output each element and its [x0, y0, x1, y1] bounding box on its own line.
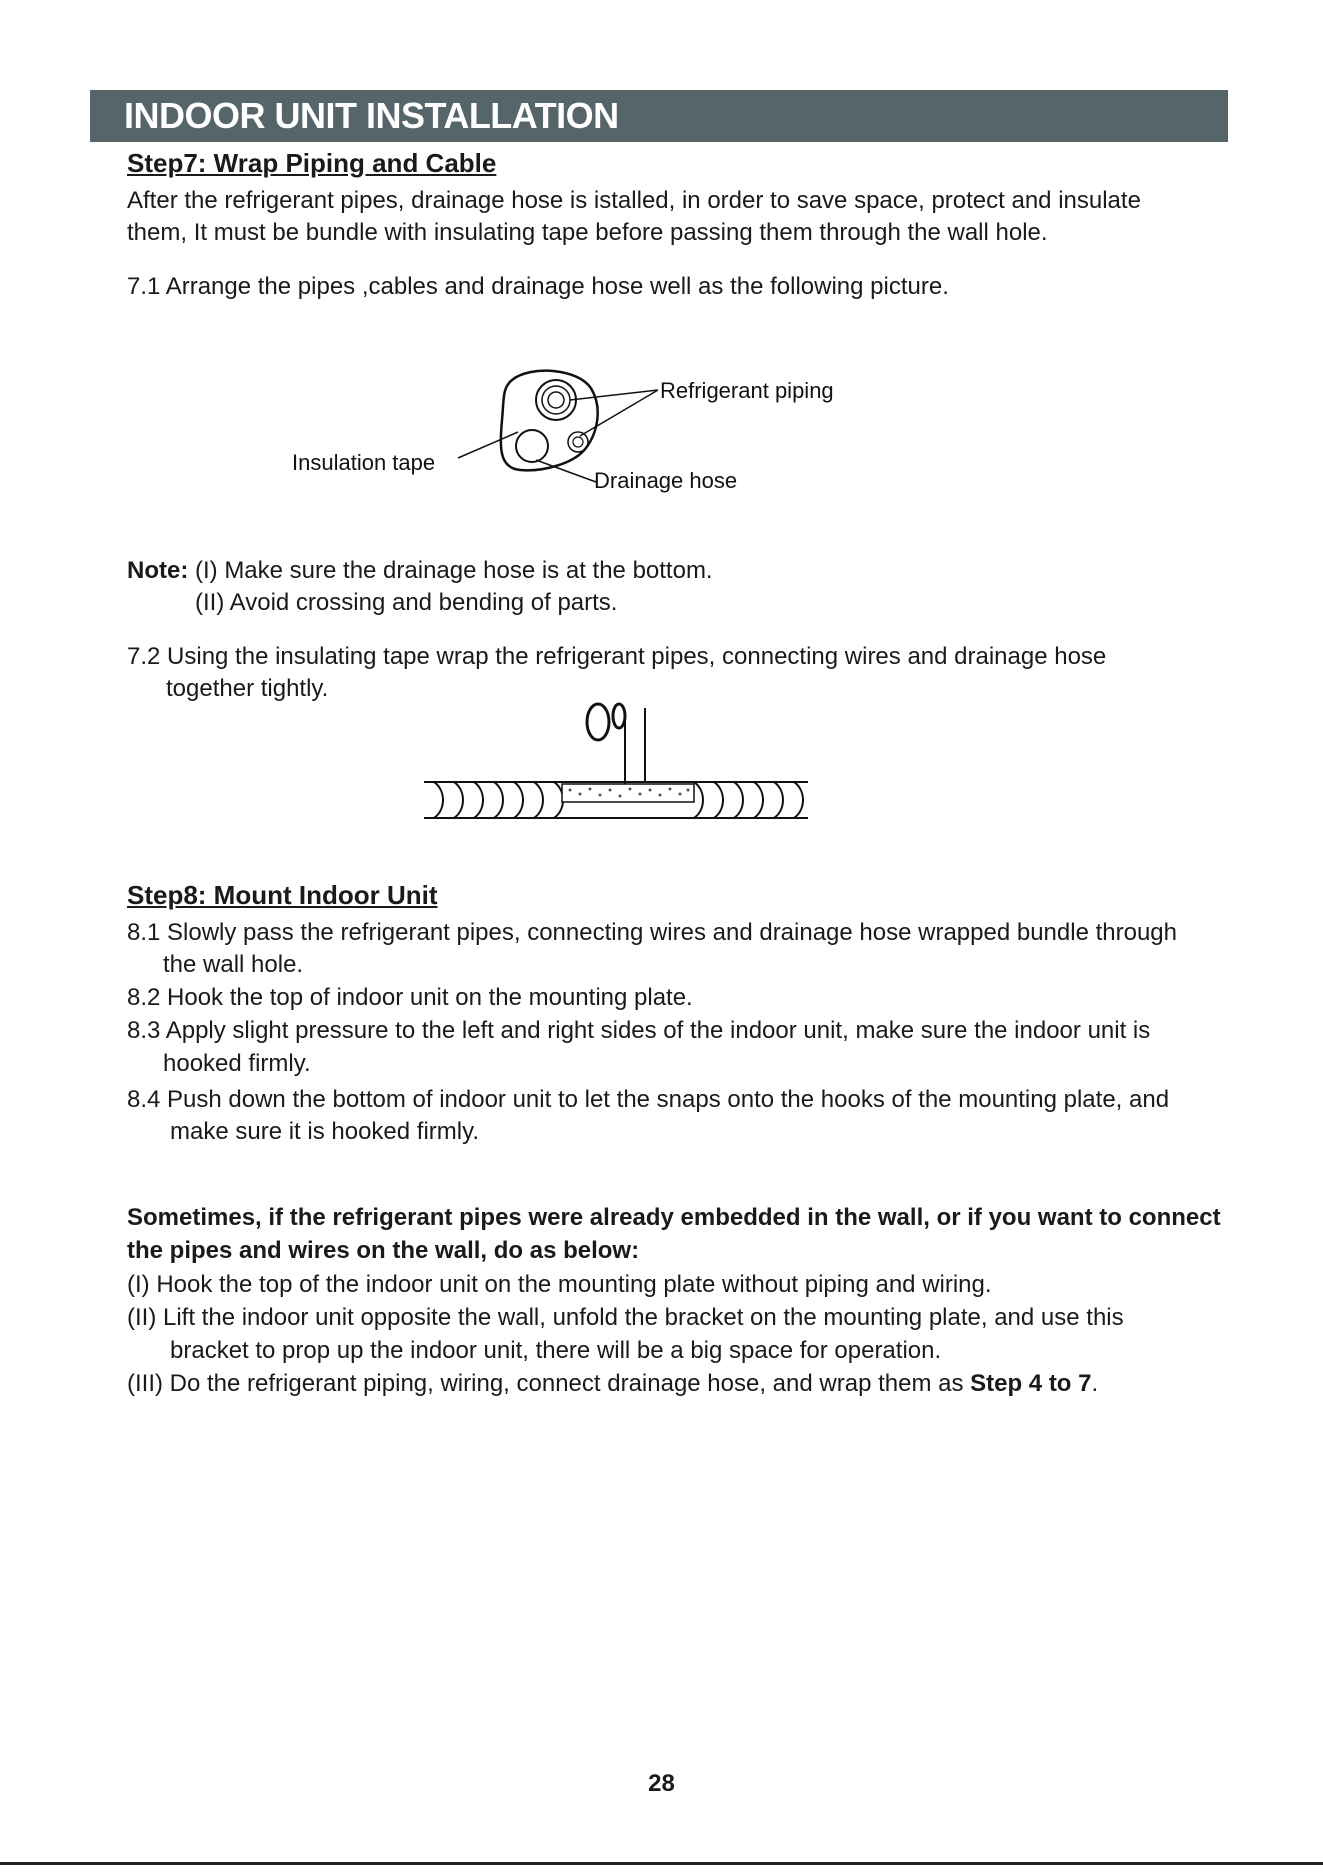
bottom-border	[0, 1862, 1323, 1865]
label-drainage-hose: Drainage hose	[594, 468, 738, 493]
step7-item-7-2-line2: together tightly.	[166, 675, 329, 702]
step7-item-7-1: 7.1 Arrange the pipes ,cables and drainage hose well as the following picture.	[127, 273, 949, 300]
insulation-tape-outline	[501, 371, 598, 471]
step8-item-8-1-line1: 8.1 Slowly pass the refrigerant pipes, connecting wires and drainage hose wrapped bundle through	[127, 919, 1177, 946]
bundle-cross-section-figure	[280, 360, 880, 500]
step8-item-8-3-line2: hooked firmly.	[163, 1050, 311, 1077]
step8-item-8-2: 8.2 Hook the top of indoor unit on the mounting plate.	[127, 984, 693, 1011]
step8-item-8-1-line2: the wall hole.	[163, 951, 304, 978]
exposed-insulation	[562, 784, 694, 802]
sometimes-line1: Sometimes, if the refrigerant pipes were already embedded in the wall, or if you want to connect	[127, 1204, 1221, 1231]
item-iii-period: .	[1091, 1370, 1099, 1397]
item-iii-step-ref: Step 4 to 7	[970, 1370, 1092, 1397]
tape-wrapping-figure	[420, 690, 820, 825]
step7-item-7-2-line1: 7.2 Using the insulating tape wrap the refrigerant pipes, connecting wires and drainage hose	[127, 643, 1107, 670]
sometimes-line2: the pipes and wires on the wall, do as below:	[127, 1237, 640, 1264]
note-line2: (II) Avoid crossing and bending of parts.	[195, 589, 618, 616]
note-label: Note:	[127, 557, 189, 584]
item-iii-text: (III) Do the refrigerant piping, wiring, connect drainage hose, and wrap them as	[127, 1370, 971, 1397]
label-insulation-tape: Insulation tape	[292, 450, 436, 475]
step8-heading: Step8: Mount Indoor Unit	[127, 880, 438, 910]
label-refrigerant-piping: Refrigerant piping	[660, 378, 834, 403]
leader-line	[458, 432, 518, 458]
sometimes-item-iii	[127, 1369, 1098, 1399]
tape-roll	[587, 704, 609, 740]
step7-intro-line2: them, It must be bundle with insulating tape before passing them through the wall hole.	[127, 219, 1048, 246]
tape-coils-left	[434, 782, 563, 818]
tape-coils-right	[694, 782, 803, 818]
page-number: 28	[648, 1770, 675, 1797]
refrigerant-pipe-small	[568, 432, 588, 452]
drainage-hose-circle	[516, 430, 548, 462]
step8-item-8-3-line1: 8.3 Apply slight pressure to the left and right sides of the indoor unit, make sure the indoor unit is	[127, 1017, 1151, 1044]
step8-item-8-4-line1: 8.4 Push down the bottom of indoor unit to let the snaps onto the hooks of the mounting plate, and	[127, 1086, 1170, 1113]
sometimes-item-i: (I) Hook the top of the indoor unit on the mounting plate without piping and wiring.	[127, 1271, 992, 1298]
step7-intro-line1: After the refrigerant pipes, drainage hose is istalled, in order to save space, protect and insulate	[127, 187, 1141, 214]
section-title: INDOOR UNIT INSTALLATION	[124, 95, 619, 136]
sometimes-item-ii-line1: (II) Lift the indoor unit opposite the wall, unfold the bracket on the mounting plate, and use this	[127, 1304, 1124, 1331]
note-text-1: (I) Make sure the drainage hose is at the bottom.	[188, 557, 713, 584]
sometimes-item-ii-line2: bracket to prop up the indoor unit, there will be a big space for operation.	[170, 1337, 942, 1364]
note-line1	[127, 556, 713, 586]
step8-item-8-4-line2: make sure it is hooked firmly.	[170, 1118, 479, 1145]
step7-heading: Step7: Wrap Piping and Cable	[127, 148, 497, 178]
section-header-band	[90, 90, 1228, 142]
